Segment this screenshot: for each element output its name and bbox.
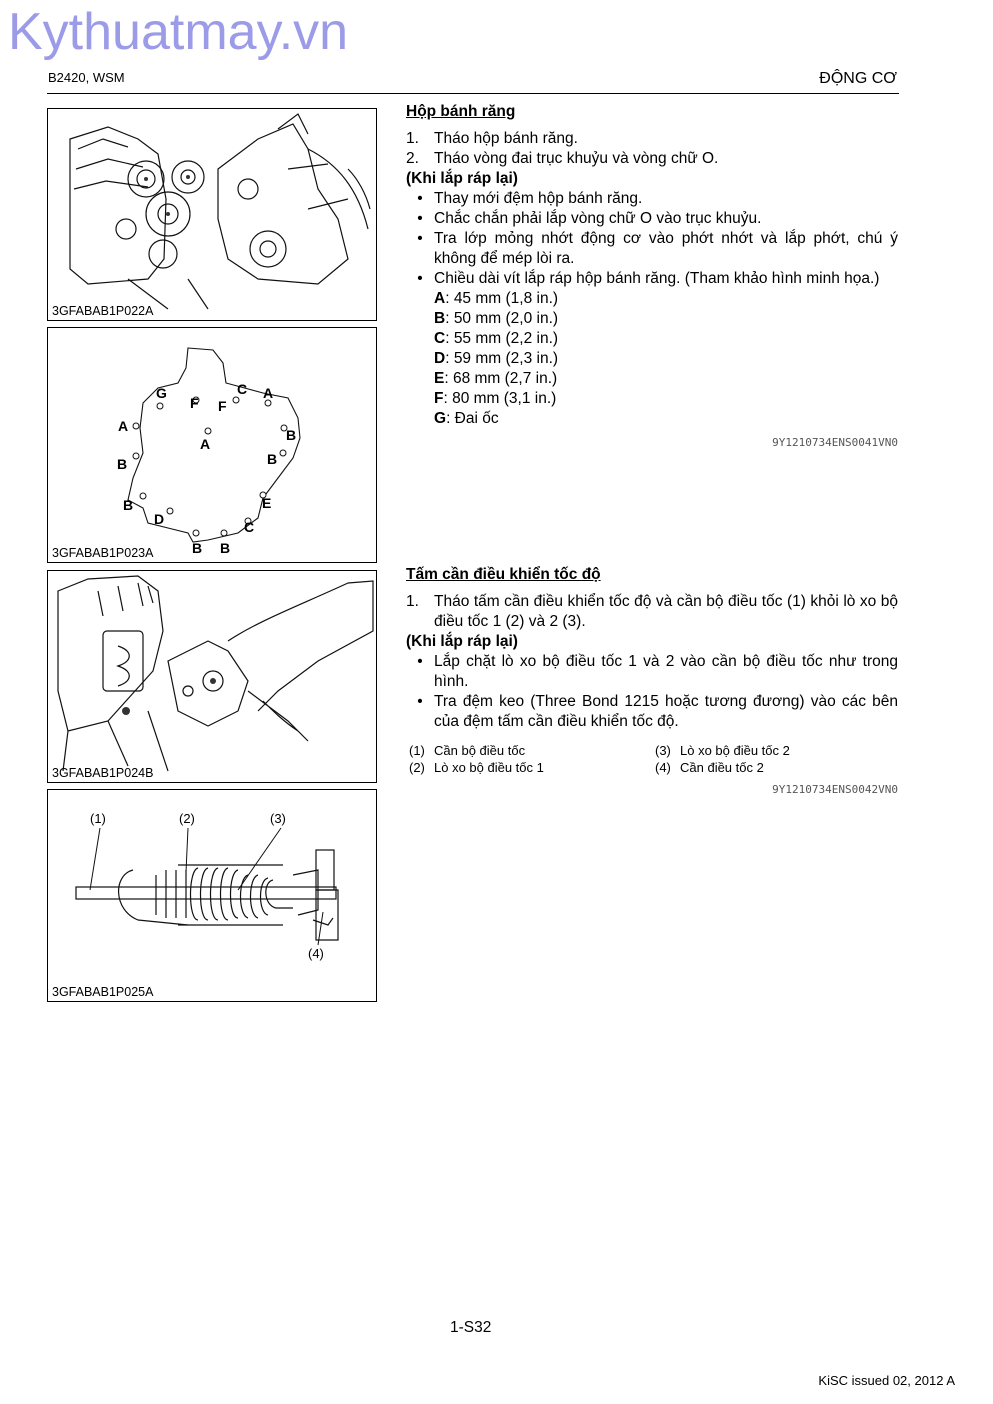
step-item: 2. Tháo vòng đai trục khuỷu và vòng chữ O. xyxy=(406,150,719,167)
dimension-item: D: 59 mm (2,3 in.) xyxy=(434,350,559,367)
speed-plate-illustration xyxy=(48,571,378,784)
page-number: 1-S32 xyxy=(450,1319,492,1336)
bullet-item: • Tra đệm keo (Three Bond 1215 hoặc tương đương) vào các bên của đệm tấm cần điều khiển tốc độ. xyxy=(417,693,898,730)
section-title: Hộp bánh răng xyxy=(406,103,516,120)
header-section: ĐỘNG CƠ xyxy=(819,70,897,87)
header-rule xyxy=(47,93,899,94)
bolt-label: G xyxy=(156,385,167,401)
legend-item: (2) Lò xo bộ điều tốc 1 xyxy=(409,760,544,775)
bolt-label: B xyxy=(117,456,128,472)
dimension-item: E: 68 mm (2,7 in.) xyxy=(434,370,558,387)
bolt-label: A xyxy=(200,436,211,452)
bolt-label: A xyxy=(263,385,274,401)
figure-caption: 3GFABAB1P024B xyxy=(52,766,154,780)
bolt-label: F xyxy=(190,395,199,411)
section-title: Tấm cần điều khiển tốc độ xyxy=(406,566,601,583)
bullet-item: • Chắc chắn phải lắp vòng chữ O vào trục khuỷu. xyxy=(417,210,762,227)
legend-item: (3) Lò xo bộ điều tốc 2 xyxy=(655,743,790,758)
bolt-label: F xyxy=(218,398,227,414)
bolt-label: B xyxy=(267,451,278,467)
bullet-item: • Chiều dài vít lắp ráp hộp bánh răng. (Tham khảo hình minh họa.) xyxy=(417,270,880,287)
figure-caption: 3GFABAB1P023A xyxy=(52,546,154,560)
bolt-label: A xyxy=(118,418,129,434)
legend-item: (1) Cần bộ điều tốc xyxy=(409,743,526,758)
bolt-label: B xyxy=(286,427,297,443)
bullet-item: • Thay mới đệm hộp bánh răng. xyxy=(417,190,643,207)
reassembly-heading: (Khi lắp ráp lại) xyxy=(406,633,518,650)
bolt-label: B xyxy=(220,540,231,556)
section-gear-case xyxy=(406,102,898,453)
document-code: 9Y1210734ENS0042VN0 xyxy=(772,783,898,796)
bolt-label: E xyxy=(262,495,272,511)
bolt-label: B xyxy=(123,497,134,513)
dimension-item: A: 45 mm (1,8 in.) xyxy=(434,290,559,307)
legend-item: (4) Cần điều tốc 2 xyxy=(655,760,764,775)
figure-caption: 3GFABAB1P025A xyxy=(52,985,154,999)
dimension-item: B: 50 mm (2,0 in.) xyxy=(434,310,559,327)
callout-label: (4) xyxy=(308,946,324,961)
governor-spring-diagram xyxy=(48,790,378,1003)
dimension-item: F: 80 mm (3,1 in.) xyxy=(434,390,557,407)
callout-label: (3) xyxy=(270,811,286,826)
figure-governor-springs xyxy=(47,789,377,1002)
reassembly-heading: (Khi lắp ráp lại) xyxy=(406,170,518,187)
section-speed-control-plate xyxy=(406,565,898,800)
bullet-item: • Tra lớp mỏng nhớt động cơ vào phớt nhớt và lắp phớt, chú ý không để mép lòi ra. xyxy=(417,230,898,267)
callout-label: (2) xyxy=(179,811,195,826)
bolt-label: B xyxy=(192,540,203,556)
dimension-item: C: 55 mm (2,2 in.) xyxy=(434,330,559,347)
callout-label: (1) xyxy=(90,811,106,826)
bullet-item: • Lắp chặt lò xo bộ điều tốc 1 và 2 vào cần bộ điều tốc như trong hình. xyxy=(417,653,898,690)
document-code: 9Y1210734ENS0041VN0 xyxy=(772,436,898,449)
figure-speed-plate-photo xyxy=(47,570,377,783)
dimension-item: G: Đai ốc xyxy=(434,410,499,427)
step-item: 1. Tháo tấm cần điều khiển tốc độ và cần bộ điều tốc (1) khỏi lò xo bộ điều tốc 1 (2) và 2 (3). xyxy=(406,593,898,630)
bolt-label: C xyxy=(244,519,255,535)
bolt-label: C xyxy=(237,381,248,397)
gear-case-illustration xyxy=(48,109,378,322)
gear-case-outline xyxy=(48,328,378,564)
figure-caption: 3GFABAB1P022A xyxy=(52,304,154,318)
figure-gear-case-photo xyxy=(47,108,377,321)
figure-gear-case-bolts xyxy=(47,327,377,563)
bolt-label: D xyxy=(154,511,165,527)
header-model: B2420, WSM xyxy=(48,70,125,85)
watermark: Kythuatmay.vn xyxy=(8,3,349,61)
issue-note: KiSC issued 02, 2012 A xyxy=(818,1373,955,1388)
parts-legend xyxy=(406,742,898,776)
step-item: 1. Tháo hộp bánh răng. xyxy=(406,130,578,147)
